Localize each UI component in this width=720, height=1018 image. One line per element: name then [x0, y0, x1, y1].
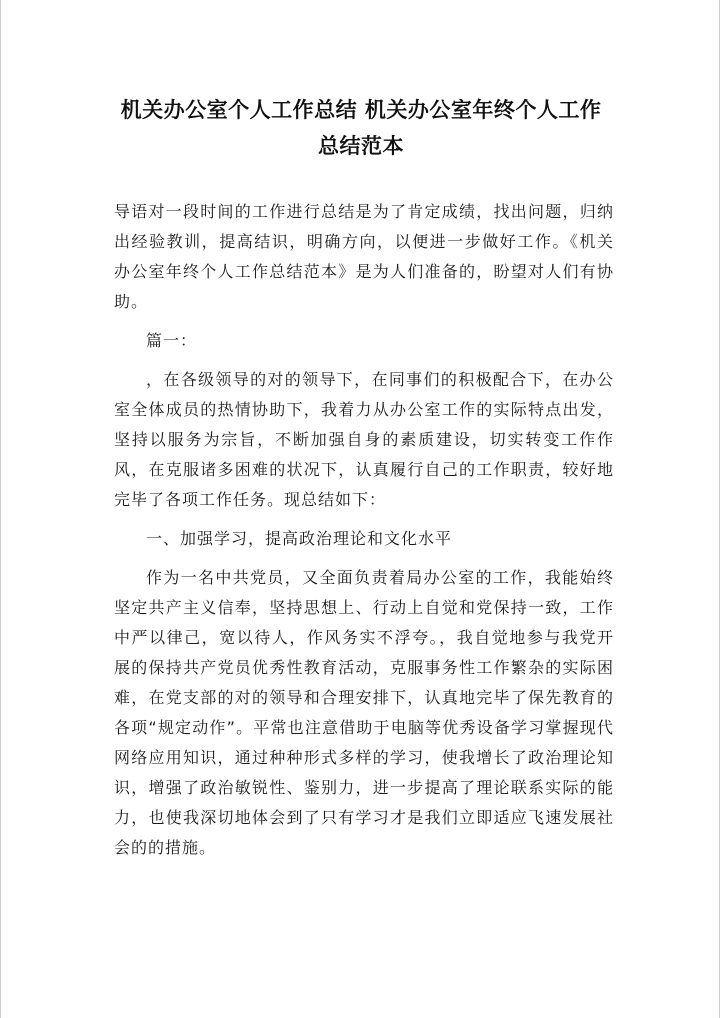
document-title: [101, 92, 621, 164]
intro-paragraph: 导语对一段时间的工作进行总结是为了肯定成绩，找出问题，归纳出经验教训，提高结识，明确方向，以便进一步做好工作。《机关办公室年终个人工作总结范本》是为人们准备的，盼望对人们有协助。: [114, 202, 614, 311]
body-paragraph: 作为一名中共党员，又全面负责着局办公室的工作，我能始终坚定共产主义信奉，坚持思想上、行动上自觉和党保持一致，工作中严以律己，宽以待人，作风务实不浮夸。，我自觉地参与我党开展的保持共产党员优秀性教育活动，克服事务性工作繁杂的实际困难，在党支部的对的领导和合理安排下，认真地完毕了保先教育的各项“规定动作”。平常也注意借助于电脑等优秀设备学习掌握现代网络应用知识，通过种种形式多样的学习，使我增长了政治理论知识，增强了政治敏锐性、鉴别力，进一步提高了理论联系实际的能力，也使我深切地体会到了只有学习才是我们立即适应飞速发展社会的的措施。: [114, 568, 614, 857]
section-heading: 一、加强学习，提高政治理论和文化水平: [146, 529, 453, 548]
body-paragraph: ，在各级领导的对的领导下，在同事们的积极配合下，在办公室全体成员的热情协助下，我着力从办公室工作的实际特点出发，坚持以服务为宗旨，不断加强自身的素质建设，切实转变工作作风，在克服诸多困难的状况下，认真履行自己的工作职责，较好地完毕了各项工作任务。现总结如下：: [114, 370, 614, 509]
document-body: [114, 197, 614, 872]
title-line-1: 机关办公室个人工作总结 机关办公室年终个人工作: [120, 97, 602, 122]
title-line-2: 总结范本: [318, 133, 404, 158]
section-label: 篇一：: [146, 331, 198, 350]
